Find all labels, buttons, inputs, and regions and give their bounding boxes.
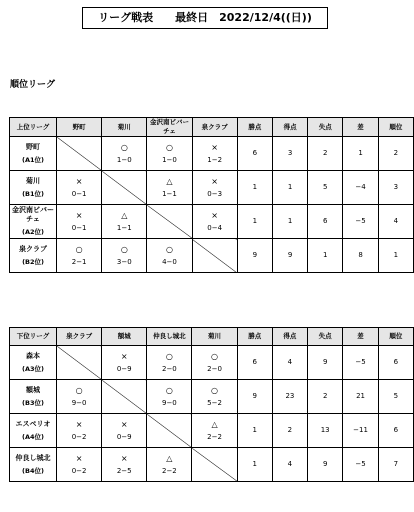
table-row	[10, 171, 414, 205]
team-name: 泉クラブ	[19, 244, 48, 253]
team-position: (B1位)	[22, 189, 44, 198]
rank-cell: 6	[378, 346, 413, 380]
points-cell: 9	[237, 380, 272, 414]
match-result-cell	[102, 414, 147, 448]
result-symbol: ×	[120, 453, 128, 463]
team-position: (A1位)	[22, 155, 45, 164]
team-position: (B3位)	[22, 398, 44, 407]
table-row	[10, 137, 414, 171]
team-position: (A2位)	[22, 228, 45, 236]
self-match-cell	[147, 414, 192, 448]
header-cell: 失点	[308, 118, 343, 137]
result-symbol: ×	[211, 176, 218, 186]
goal-difference-cell: −4	[343, 171, 378, 205]
result-symbol: △	[211, 419, 218, 429]
goals-against-cell: 1	[308, 239, 343, 273]
goals-for-cell: 9	[272, 239, 307, 273]
result-symbol: ○	[75, 385, 83, 395]
goals-for-cell: 23	[272, 380, 307, 414]
team-cell	[10, 448, 57, 482]
section-label: 順位リーグ	[10, 80, 56, 90]
match-score: 3−0	[116, 257, 132, 266]
header-cell: 金沢南ビバーチェ	[147, 118, 192, 137]
table-row	[10, 414, 414, 448]
header-cell: 失点	[308, 328, 343, 346]
team-position: (A4位)	[22, 432, 45, 441]
match-result-cell	[192, 346, 237, 380]
match-score: 0−9	[116, 364, 132, 373]
match-result-cell	[147, 346, 192, 380]
points-cell: 9	[237, 239, 272, 273]
header-cell: 上位リーグ	[10, 118, 57, 137]
team-name: 金沢南ビバーチェ	[12, 206, 55, 223]
match-score: 4−0	[162, 257, 177, 266]
match-result-cell	[147, 239, 192, 273]
goals-for-cell: 1	[272, 205, 307, 239]
match-result-cell	[192, 380, 237, 414]
rank-cell: 6	[378, 414, 413, 448]
goals-for-cell: 4	[272, 448, 307, 482]
rank-cell: 5	[378, 380, 413, 414]
match-result-cell	[102, 346, 147, 380]
points-cell: 1	[237, 205, 272, 239]
goals-for-cell: 4	[272, 346, 307, 380]
team-cell	[10, 414, 57, 448]
goals-against-cell: 9	[308, 346, 343, 380]
goals-against-cell: 9	[308, 448, 343, 482]
match-score: 1−1	[116, 223, 132, 232]
match-score: 0−1	[71, 223, 87, 232]
header-cell: 泉クラブ	[192, 118, 237, 137]
match-score: 1−0	[162, 155, 177, 164]
goal-difference-cell: −5	[343, 205, 378, 239]
team-position: (B4位)	[22, 466, 44, 475]
match-score: 0−2	[71, 432, 87, 441]
match-result-cell	[102, 205, 147, 239]
table-row	[10, 205, 414, 239]
header-cell: 得点	[272, 328, 307, 346]
rank-cell: 7	[378, 448, 413, 482]
match-result-cell	[57, 239, 102, 273]
match-result-cell	[147, 380, 192, 414]
team-name: 仲良し城北	[15, 453, 51, 462]
goal-difference-cell: −5	[343, 448, 378, 482]
table-row	[10, 239, 414, 273]
match-result-cell	[102, 239, 147, 273]
match-result-cell	[57, 448, 102, 482]
match-result-cell	[57, 414, 102, 448]
team-cell	[10, 171, 57, 205]
result-symbol: ×	[75, 176, 83, 186]
team-cell	[10, 137, 57, 171]
table-row	[10, 448, 414, 482]
result-symbol: ○	[165, 385, 173, 395]
table-row	[10, 380, 414, 414]
match-result-cell	[192, 414, 237, 448]
header-cell: 菊川	[192, 328, 237, 346]
goals-against-cell: 6	[308, 205, 343, 239]
points-cell: 1	[237, 448, 272, 482]
result-symbol: ○	[165, 244, 173, 254]
team-name: 野町	[26, 142, 41, 151]
team-cell	[10, 239, 57, 273]
match-result-cell	[147, 448, 192, 482]
match-score: 2−2	[207, 432, 222, 441]
match-score: 1−1	[162, 189, 177, 198]
self-match-cell	[102, 171, 147, 205]
self-match-cell	[192, 448, 237, 482]
result-symbol: ○	[120, 142, 128, 152]
result-symbol: ○	[211, 351, 219, 361]
result-symbol: ○	[75, 244, 83, 254]
page-title: リーグ戦表 最終日 2022/12/4((日))	[82, 7, 328, 29]
header-cell: 野町	[57, 118, 102, 137]
header-cell: 仲良し城北	[147, 328, 192, 346]
match-result-cell	[57, 205, 102, 239]
team-name: 菊川	[26, 176, 41, 185]
match-result-cell	[147, 137, 192, 171]
header-cell: 得点	[272, 118, 307, 137]
match-score: 2−0	[161, 364, 177, 373]
team-name: 額城	[26, 385, 41, 394]
match-score: 9−0	[71, 398, 87, 407]
match-result-cell	[192, 205, 237, 239]
header-cell: 順位	[378, 118, 413, 137]
match-score: 0−2	[71, 466, 87, 475]
team-cell	[10, 346, 57, 380]
rank-cell: 3	[378, 171, 413, 205]
goals-against-cell: 5	[308, 171, 343, 205]
match-score: 0−3	[207, 189, 223, 198]
team-cell	[10, 205, 57, 239]
rank-cell: 1	[378, 239, 413, 273]
result-symbol: ×	[75, 210, 83, 220]
goals-against-cell: 13	[308, 414, 343, 448]
match-result-cell	[102, 448, 147, 482]
result-symbol: ×	[211, 210, 218, 220]
points-cell: 1	[237, 414, 272, 448]
result-symbol: △	[166, 453, 173, 463]
match-score: 2−5	[116, 466, 132, 475]
goals-against-cell: 2	[308, 137, 343, 171]
goal-difference-cell: −5	[343, 346, 378, 380]
header-cell: 差	[343, 328, 378, 346]
header-cell: 菊川	[102, 118, 147, 137]
match-score: 2−1	[71, 257, 87, 266]
match-result-cell	[192, 137, 237, 171]
match-score: 1−2	[207, 155, 223, 164]
goals-for-cell: 2	[272, 414, 307, 448]
result-symbol: ×	[211, 142, 218, 152]
points-cell: 6	[237, 137, 272, 171]
result-symbol: ○	[165, 351, 173, 361]
header-cell: 差	[343, 118, 378, 137]
match-score: 9−0	[161, 398, 177, 407]
team-position: (B2位)	[22, 257, 44, 266]
points-cell: 6	[237, 346, 272, 380]
result-symbol: ×	[75, 419, 83, 429]
match-score: 2−0	[207, 364, 222, 373]
upper-league-table	[9, 117, 414, 273]
goal-difference-cell: −11	[343, 414, 378, 448]
header-cell: 勝点	[237, 118, 272, 137]
lower-league-table	[9, 327, 414, 482]
self-match-cell	[102, 380, 147, 414]
match-score: 2−2	[161, 466, 177, 475]
goal-difference-cell: 8	[343, 239, 378, 273]
header-cell: 泉クラブ	[57, 328, 102, 346]
team-name: 森本	[26, 351, 41, 360]
team-position: (A3位)	[22, 364, 45, 373]
match-score: 0−9	[116, 432, 132, 441]
goal-difference-cell: 21	[343, 380, 378, 414]
self-match-cell	[192, 239, 237, 273]
match-result-cell	[192, 171, 237, 205]
team-cell	[10, 380, 57, 414]
match-score: 0−4	[207, 223, 223, 232]
match-score: 1−0	[116, 155, 132, 164]
header-cell: 額城	[102, 328, 147, 346]
self-match-cell	[57, 137, 102, 171]
result-symbol: ×	[120, 419, 128, 429]
self-match-cell	[147, 205, 192, 239]
result-symbol: △	[166, 176, 173, 186]
header-cell: 順位	[378, 328, 413, 346]
header-cell: 勝点	[237, 328, 272, 346]
points-cell: 1	[237, 171, 272, 205]
header-cell: 下位リーグ	[10, 328, 57, 346]
goals-for-cell: 3	[272, 137, 307, 171]
goals-for-cell: 1	[272, 171, 307, 205]
rank-cell: 4	[378, 205, 413, 239]
self-match-cell	[57, 346, 102, 380]
match-score: 5−2	[207, 398, 222, 407]
goals-against-cell: 2	[308, 380, 343, 414]
team-name: エスペリオ	[15, 419, 51, 428]
match-result-cell	[57, 380, 102, 414]
goal-difference-cell: 1	[343, 137, 378, 171]
rank-cell: 2	[378, 137, 413, 171]
table-row	[10, 346, 414, 380]
result-symbol: ×	[75, 453, 83, 463]
result-symbol: ○	[165, 142, 173, 152]
result-symbol: △	[121, 210, 128, 220]
result-symbol: ○	[211, 385, 219, 395]
match-result-cell	[102, 137, 147, 171]
result-symbol: ×	[120, 351, 128, 361]
match-result-cell	[147, 171, 192, 205]
match-score: 0−1	[71, 189, 87, 198]
result-symbol: ○	[120, 244, 128, 254]
match-result-cell	[57, 171, 102, 205]
